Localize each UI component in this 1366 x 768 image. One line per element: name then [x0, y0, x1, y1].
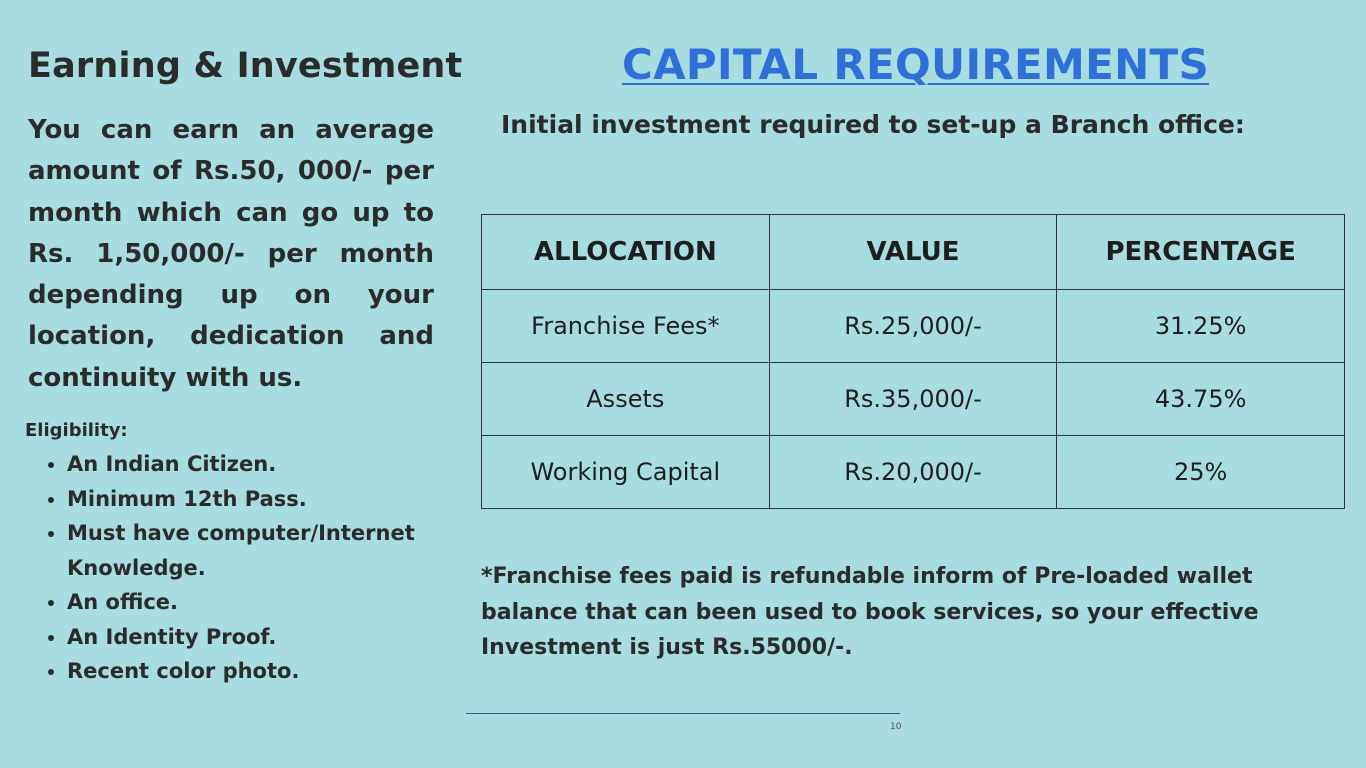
eligibility-item: • Minimum 12th Pass.: [67, 482, 487, 517]
eligibility-item: • An Identity Proof.: [67, 620, 487, 655]
eligibility-item: • Must have computer/Internet Knowledge.: [67, 516, 487, 585]
eligibility-item: • An office.: [67, 585, 487, 620]
cell-value: Rs.25,000/-: [769, 290, 1057, 363]
page-number: 10: [890, 722, 902, 732]
header-value: VALUE: [769, 215, 1057, 290]
footer-divider: [466, 713, 900, 714]
cell-allocation: Working Capital: [482, 436, 770, 509]
eligibility-item: • An Indian Citizen.: [67, 447, 487, 482]
eligibility-label: Eligibility:: [25, 420, 128, 441]
table-row: [482, 436, 1345, 509]
cell-value: Rs.20,000/-: [769, 436, 1057, 509]
eligibility-item: • Recent color photo.: [67, 654, 487, 689]
table-header-row: [482, 215, 1345, 290]
table-row: [482, 363, 1345, 436]
cell-percentage: 25%: [1057, 436, 1345, 509]
allocation-table: [481, 214, 1345, 509]
capital-requirements-title: CAPITAL REQUIREMENTS: [622, 40, 1210, 89]
refund-note: *Franchise fees paid is refundable inform of Pre-loaded wallet balance that can been used to book services, so your effective Investment is just Rs.55000/-.: [481, 564, 1259, 660]
cell-percentage: 43.75%: [1057, 363, 1345, 436]
section-title: Earning & Investment: [28, 46, 463, 86]
earning-description: You can earn an average amount of Rs.50, 000/- per month which can go up to Rs. 1,50,000/- per month depending up on your location, dedication and continuity with us.: [28, 115, 434, 393]
cell-percentage: 31.25%: [1057, 290, 1345, 363]
cell-allocation: Franchise Fees*: [482, 290, 770, 363]
header-allocation: ALLOCATION: [482, 215, 770, 290]
eligibility-list: [28, 447, 487, 689]
cell-value: Rs.35,000/-: [769, 363, 1057, 436]
capital-subtitle: Initial investment required to set-up a Branch office:: [501, 110, 1245, 139]
header-percentage: PERCENTAGE: [1057, 215, 1345, 290]
table-row: [482, 290, 1345, 363]
cell-allocation: Assets: [482, 363, 770, 436]
